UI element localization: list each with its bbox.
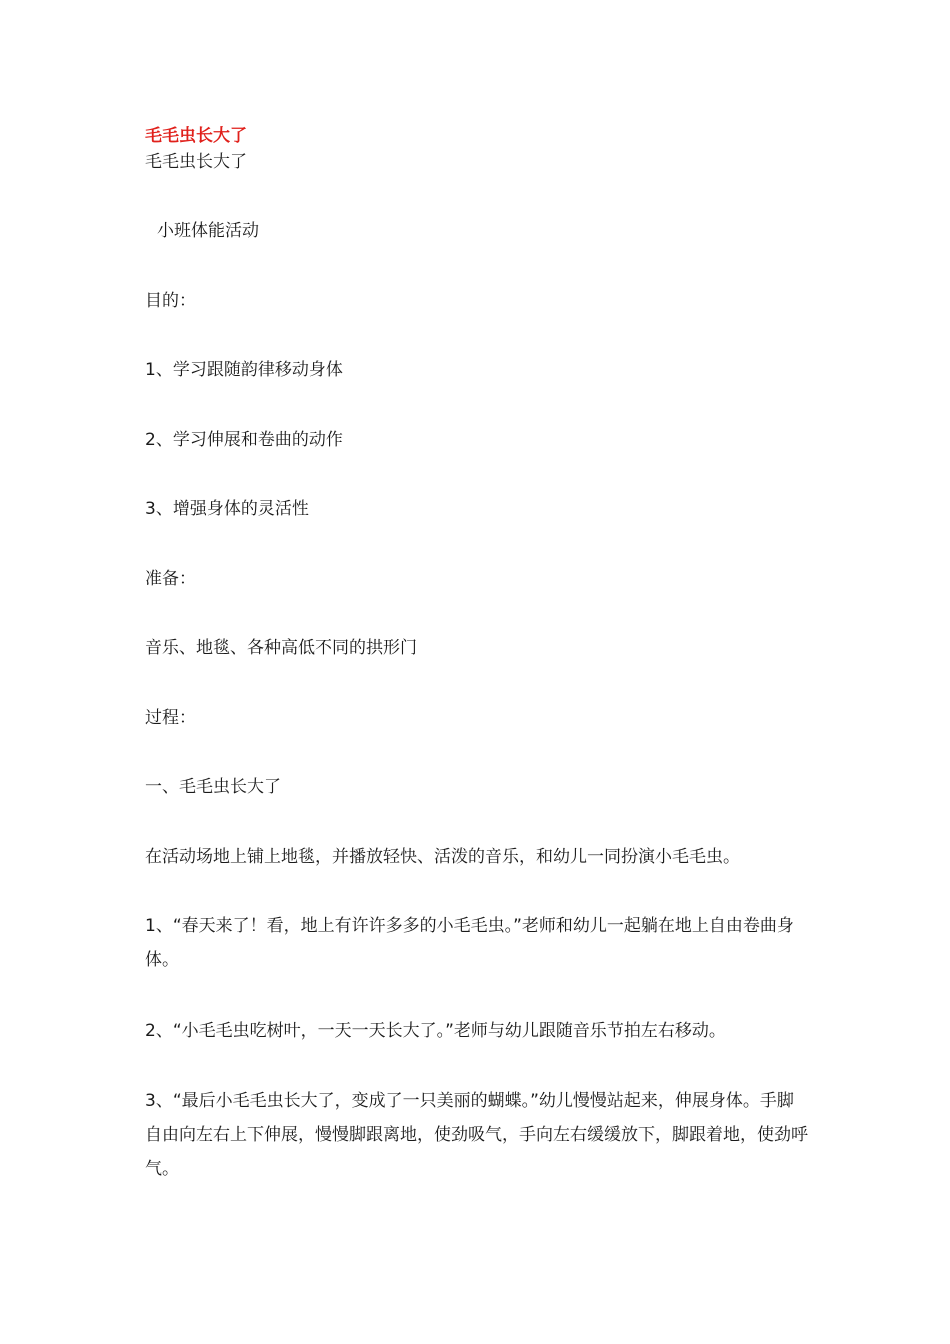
goal-item: 2、学习伸展和卷曲的动作 [145,430,343,450]
section-heading: 一、毛毛虫长大了 [145,777,281,797]
prep-heading: 准备： [145,569,196,589]
step-paragraph: 3、“最后小毛毛虫长大了，变成了一只美丽的蝴蝶。”幼儿慢慢站起来，伸展身体。手脚自由向左右上下伸展，慢慢脚跟离地，使劲吸气，手向左右缓缓放下，脚跟着地，使劲呼气。 [145,1091,808,1179]
step-paragraph: 2、“小毛毛虫吃树叶，一天一天长大了。”老师与幼儿跟随音乐节拍左右移动。 [145,1021,726,1041]
intro-paragraph: 在活动场地上铺上地毯，并播放轻快、活泼的音乐，和幼儿一同扮演小毛毛虫。 [145,847,740,867]
activity-category: 小班体能活动 [157,221,259,241]
prep-text: 音乐、地毯、各种高低不同的拱形门 [145,638,417,658]
goal-item: 3、增强身体的灵活性 [145,499,309,519]
goal-heading: 目的： [145,291,196,311]
step-paragraph: 1、“春天来了！看，地上有许许多多的小毛毛虫。”老师和幼儿一起躺在地上自由卷曲身体。 [145,916,794,970]
goal-item: 1、学习跟随韵律移动身体 [145,360,343,380]
document-title: 毛毛虫长大了 [145,126,247,146]
process-heading: 过程： [145,708,196,728]
document-subtitle: 毛毛虫长大了 [145,152,247,172]
